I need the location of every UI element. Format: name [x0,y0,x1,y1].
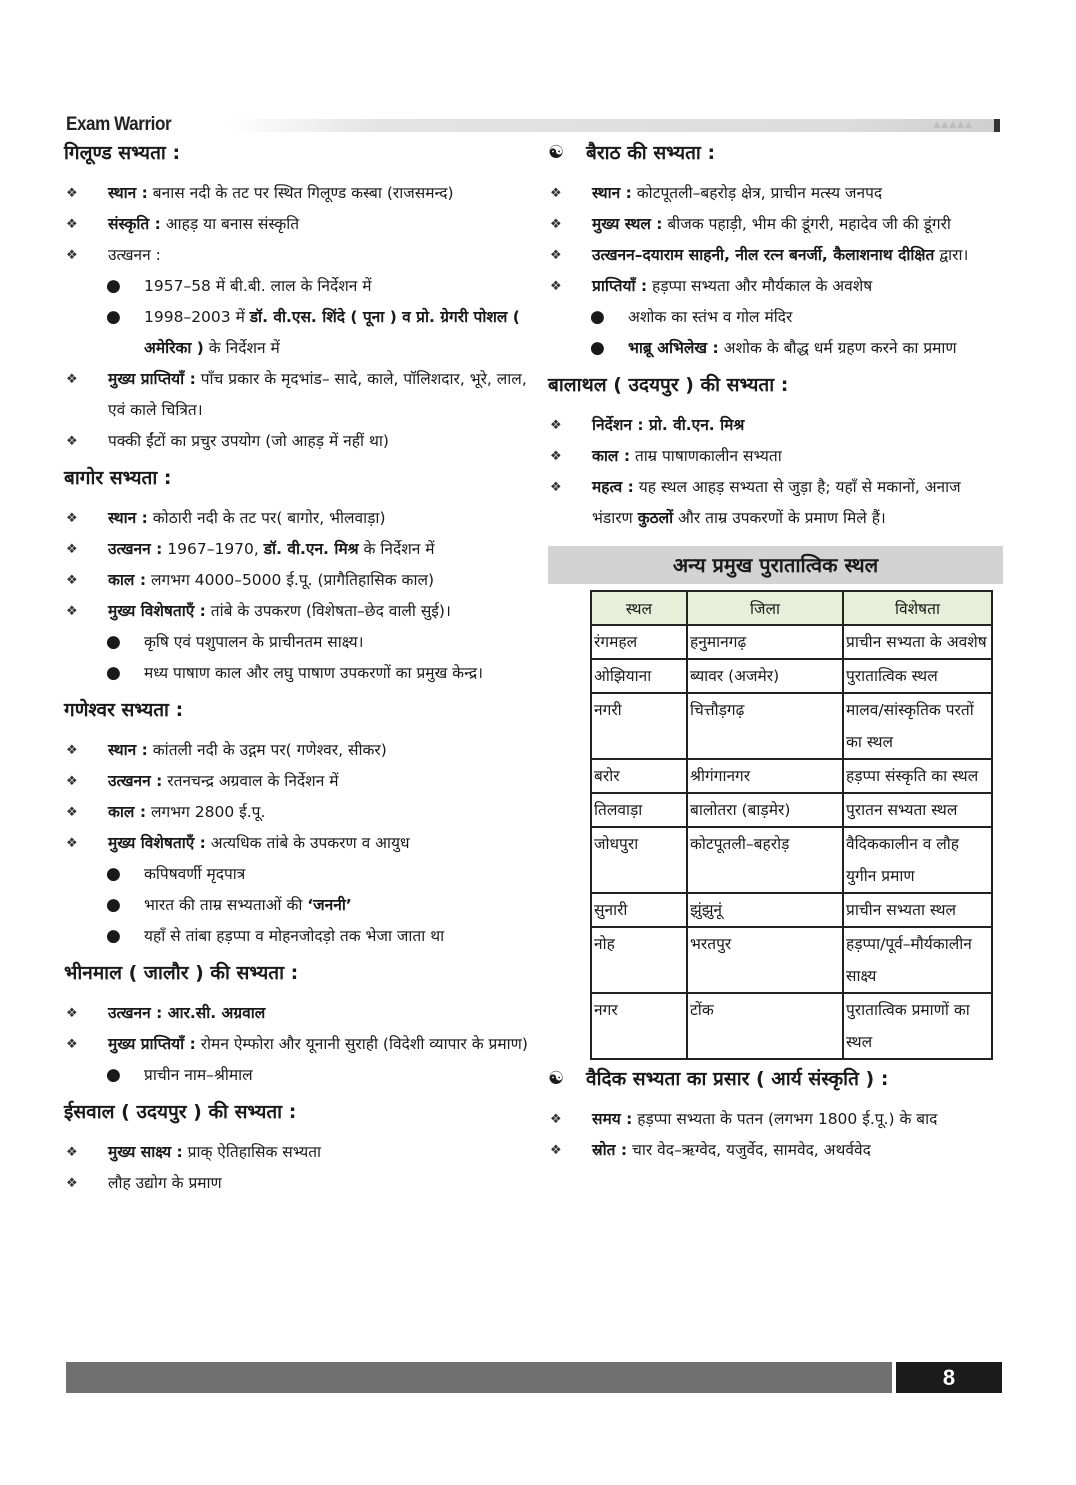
item-text [144,658,530,689]
text: अशोक के बौद्ध धर्म ग्रहण करने का प्रमाण [718,339,957,357]
text: उत्खनन : [108,246,161,264]
sub-bullet-item [548,333,1003,364]
section-heading-text: बैराठ की सभ्यता : [586,142,716,164]
bullet-item [548,271,1003,302]
bold-text: काल : [108,803,147,821]
table-row [591,993,992,1059]
table-cell: झुंझुनूं [687,893,843,927]
bullet-dot-icon: ● [106,864,121,884]
item-text [592,1104,1003,1135]
table-cell: नगर [591,993,687,1059]
table-row [591,625,992,659]
bullet-item [64,998,530,1029]
diamond-bullet-icon: ❖ [66,434,78,449]
item-text [628,333,1003,364]
table-cell: श्रीगंगानगर [687,759,843,793]
section-heading [64,463,530,493]
item-text [108,1029,530,1060]
bullet-item [548,209,1003,240]
table-cell: सुनारी [591,893,687,927]
diamond-bullet-icon: ❖ [66,217,78,232]
sub-bullet-item [64,658,530,689]
item-text [108,503,530,534]
diamond-bullet-icon: ❖ [66,805,78,820]
bold-text: स्थान : [592,184,632,202]
diamond-bullet-icon: ❖ [550,480,562,495]
bold-text: स्रोत : [592,1141,628,1159]
table-cell: भरतपुर [687,927,843,993]
item-text [144,859,530,890]
sub-bullet-item [64,890,530,921]
sub-bullet-item [548,302,1003,333]
right-bottom-sections [548,1064,1003,1172]
diamond-bullet-icon: ❖ [550,1112,562,1127]
text: कोटपूतली–बहरोड़ क्षेत्र, प्राचीन मत्स्य जनपद [631,184,883,202]
item-text [108,828,530,859]
diamond-bullet-icon: ❖ [66,186,78,201]
item-text [108,178,530,209]
bullet-dot-icon: ● [106,1065,121,1085]
table-cell: मालव/सांस्कृतिक परतों का स्थल [843,693,992,759]
section-gap [64,1199,530,1205]
bold-text: मुख्य विशेषताएँ : [108,834,206,852]
item-text [108,209,530,240]
item-text [108,1137,530,1168]
bold-text: मुख्य स्थल : [592,215,663,233]
page-number: 8 [896,1362,1002,1393]
bold-text: उत्खनन : आर.सी. अग्रवाल [108,1004,266,1022]
item-text [144,627,530,658]
table-row [591,793,992,827]
bullet-dot-icon: ● [590,307,605,327]
text: कपिषवर्णी मृदपात्र [144,865,246,883]
item-text [144,1060,530,1091]
diamond-bullet-icon: ❖ [550,279,562,294]
table-row [591,693,992,759]
diamond-bullet-icon: ❖ [66,836,78,851]
text: पक्की ईंटों का प्रचुर उपयोग (जो आहड़ में नहीं था) [108,432,389,450]
bullet-dot-icon: ● [106,632,121,652]
diamond-bullet-icon: ❖ [66,511,78,526]
bullet-item [64,1168,530,1199]
item-text [592,472,1003,534]
table-row [591,893,992,927]
table-cell: कोटपूतली–बहरोड़ [687,827,843,893]
text: आहड़ या बनास संस्कृति [160,215,300,233]
bold-text: स्थान : [108,509,148,527]
bold-text: मुख्य प्राप्तियाँ : [108,1035,196,1053]
text: ताम्र पाषाणकालीन सभ्यता [630,447,782,465]
bullet-item [548,1135,1003,1166]
bold-text: मुख्य साक्ष्य : [108,1143,183,1161]
text: 1998–2003 में [144,308,250,326]
bullet-item [548,240,1003,271]
bold-text: समय : [592,1110,633,1128]
bullet-item [64,797,530,828]
item-text [628,302,1003,333]
table-cell: प्राचीन सभ्यता स्थल [843,893,992,927]
yin-yang-icon: ☯ [548,142,565,163]
diamond-bullet-icon: ❖ [550,449,562,464]
item-text [592,209,1003,240]
text: 1967–1970, [162,540,264,558]
sub-bullet-item [64,921,530,952]
section-heading-text: बागोर सभ्यता : [64,467,172,489]
item-text [144,921,530,952]
item-text [108,998,530,1029]
item-text [592,441,1003,472]
bullet-item [64,534,530,565]
item-text [108,1168,530,1199]
item-text [592,271,1003,302]
item-text [592,178,1003,209]
bullet-dot-icon: ● [106,663,121,683]
bullet-item [64,178,530,209]
bullet-item [64,240,530,271]
bold-text: मुख्य प्राप्तियाँ : [108,370,196,388]
text: रोमन ऐम्फोरा और यूनानी सुराही (विदेशी व्यापार के प्रमाण) [195,1035,528,1053]
section-gap [548,534,1003,540]
item-text [592,410,1003,441]
table-cell: बरोर [591,759,687,793]
section-heading-text: भीनमाल ( जालौर ) की सभ्यता : [64,962,299,984]
table-header-row [591,591,992,625]
bold-text: उत्खनन–दयाराम साहनी, नील रत्न बनर्जी, कैलाशनाथ दीक्षित [592,246,935,264]
table-row [591,759,992,793]
diamond-bullet-icon: ❖ [550,418,562,433]
text: कांतली नदी के उद्गम पर( गणेश्वर, सीकर) [147,741,387,759]
bullet-item [64,766,530,797]
bullet-dot-icon: ● [106,276,121,296]
table-cell: रंगमहल [591,625,687,659]
bullet-item [64,1137,530,1168]
bullet-item [548,1104,1003,1135]
sub-bullet-item [64,1060,530,1091]
table-cell: जोधपुरा [591,827,687,893]
table-cell: पुरातात्विक स्थल [843,659,992,693]
diamond-bullet-icon: ❖ [66,1006,78,1021]
item-text [144,271,530,302]
diamond-bullet-icon: ❖ [66,542,78,557]
bold-text: उत्खनन : [108,772,163,790]
item-text [144,302,530,364]
brand-logo: Exam Warrior [66,114,172,135]
text: मध्य पाषाण काल और लघु पाषाण उपकरणों का प्रमुख केन्द्र। [144,664,483,682]
bold-text: डॉ. वी.एस. शिंदे ( पूना ) व प्रो. ग्रेगरी पोशल ( अमेरिका ) [144,308,520,357]
diamond-bullet-icon: ❖ [66,774,78,789]
item-text [108,534,530,565]
table-cell: नगरी [591,693,687,759]
section-heading [548,370,1003,400]
bold-text: स्थान : [108,184,148,202]
item-text [144,890,530,921]
diamond-bullet-icon: ❖ [550,1143,562,1158]
bold-text: काल : [108,571,147,589]
section-heading-text: बालाथल ( उदयपुर ) की सभ्यता : [548,374,789,396]
bold-text: भाब्रू अभिलेख : [628,339,719,357]
yin-yang-icon: ☯ [548,1068,565,1089]
bullet-item [548,472,1003,534]
bold-text: स्थान : [108,741,148,759]
bullet-item [64,364,530,426]
bold-text: संस्कृति : [108,215,161,233]
sites-table [590,590,993,1060]
bullet-dot-icon: ● [106,307,121,327]
column-header: स्थल [591,591,687,625]
sub-bullet-item [64,271,530,302]
text: अत्यधिक तांबे के उपकरण व आयुध [205,834,410,852]
sub-bullet-item [64,627,530,658]
diamond-bullet-icon: ❖ [66,1145,78,1160]
table-cell: हनुमानगढ़ [687,625,843,659]
table-title: अन्य प्रमुख पुरातात्विक स्थल [548,546,1003,584]
bullet-dot-icon: ● [106,926,121,946]
diamond-bullet-icon: ❖ [66,1037,78,1052]
text: यह स्थल आहड़ सभ्यता से जुड़ा है; यहाँ से मकानों, अनाज भंडारण [592,478,961,527]
diamond-bullet-icon: ❖ [550,248,562,263]
bold-text: ‘जननी’ [307,896,352,914]
bullet-item [64,209,530,240]
diamond-bullet-icon: ❖ [66,743,78,758]
text: प्राचीन नाम–श्रीमाल [144,1066,253,1084]
table-cell: तिलवाड़ा [591,793,687,827]
item-text [108,797,530,828]
table-cell: ब्यावर (अजमेर) [687,659,843,693]
bullet-item [64,596,530,627]
bullet-dot-icon: ● [106,895,121,915]
item-text [108,426,530,457]
section-heading-text: गिलूण्ड सभ्यता : [64,142,181,164]
text: बनास नदी के तट पर स्थित गिलूण्ड कस्बा (राजसमन्द) [147,184,454,202]
item-text [108,240,530,271]
item-text [108,735,530,766]
section-heading-text: गणेश्वर सभ्यता : [64,699,184,721]
text: भारत की ताम्र सभ्यताओं की [144,896,308,914]
table-cell: नोह [591,927,687,993]
bullet-item [64,426,530,457]
text: लौह उद्योग के प्रमाण [108,1174,222,1192]
text: प्राक् ऐतिहासिक सभ्यता [182,1143,322,1161]
bold-text: काल : [592,447,631,465]
item-text [108,565,530,596]
table-row [591,927,992,993]
table-cell: बालोतरा (बाड़मेर) [687,793,843,827]
bold-text: मुख्य विशेषताएँ : [108,602,206,620]
table-cell: चित्तौड़गढ़ [687,693,843,759]
right-column [548,138,1003,1172]
item-text [108,596,530,627]
item-text [592,240,1003,271]
bullet-item [548,178,1003,209]
item-text [592,1135,1003,1166]
bullet-item [64,503,530,534]
text: अशोक का स्तंभ व गोल मंदिर [628,308,793,326]
bullet-dot-icon: ● [590,338,605,358]
bullet-item [548,410,1003,441]
bullet-item [548,441,1003,472]
diamond-bullet-icon: ❖ [66,248,78,263]
footer-bar [66,1362,892,1393]
bullet-item [64,828,530,859]
diamond-bullet-icon: ❖ [66,372,78,387]
table-cell: पुरातात्विक प्रमाणों का स्थल [843,993,992,1059]
section-heading [64,958,530,988]
table-cell: टोंक [687,993,843,1059]
sub-bullet-item [64,302,530,364]
text: 1957–58 में बी.बी. लाल के निर्देशन में [144,277,372,295]
section-gap [548,1166,1003,1172]
table-row [591,659,992,693]
text: द्वारा। [934,246,969,264]
triangle-decor-icon: ▲▲▲▲▲ [933,120,973,130]
table-cell: ओझियाना [591,659,687,693]
header-bar [225,119,995,132]
bold-text: निर्देशन : प्रो. वी.एन. मिश्र [592,416,745,434]
text: यहाँ से तांबा हड़प्पा व मोहनजोदड़ो तक भेजा जाता था [144,927,445,945]
text: कृषि एवं पशुपालन के प्राचीनतम साक्ष्य। [144,633,364,651]
item-text [108,766,530,797]
text: रतनचन्द्र अग्रवाल के निर्देशन में [162,772,339,790]
section-heading [548,138,1003,168]
section-heading [64,695,530,725]
bullet-item [64,565,530,596]
bold-text: कुठलों [637,509,674,527]
table-cell: पुरातन सभ्यता स्थल [843,793,992,827]
text: लगभग 2800 ई.पू. [146,803,266,821]
text: और ताम्र उपकरणों के प्रमाण मिले हैं। [673,509,886,527]
text: लगभग 4000–5000 ई.पू. (प्रागैतिहासिक काल) [146,571,435,589]
diamond-bullet-icon: ❖ [550,217,562,232]
right-top-sections [548,138,1003,540]
bold-text: उत्खनन : [108,540,163,558]
table-cell: हड़प्पा संस्कृति का स्थल [843,759,992,793]
column-header: जिला [687,591,843,625]
table-cell: प्राचीन सभ्यता के अवशेष [843,625,992,659]
bullet-item [64,735,530,766]
section-heading [548,1064,1003,1094]
section-heading [64,1097,530,1127]
section-heading-text: ईसवाल ( उदयपुर ) की सभ्यता : [64,1101,297,1123]
sub-bullet-item [64,859,530,890]
header-bar-cap [994,119,1000,132]
text: चार वेद–ऋग्वेद, यजुर्वेद, सामवेद, अथर्ववेद [627,1141,871,1159]
text: कोठारी नदी के तट पर( बागोर, भीलवाड़ा) [147,509,386,527]
text: पाँच प्रकार के मृदभांड– सादे, काले, पॉलिशदार, भूरे, लाल, एवं काले चित्रित। [108,370,527,419]
diamond-bullet-icon: ❖ [66,573,78,588]
bold-text: डॉ. वी.एन. मिश्र [263,540,359,558]
item-text [108,364,530,426]
diamond-bullet-icon: ❖ [66,604,78,619]
bold-text: महत्व : [592,478,634,496]
bold-text: प्राप्तियाँ : [592,277,648,295]
text: के निर्देशन में [203,339,280,357]
column-header: विशेषता [843,591,992,625]
text: हड़प्पा सभ्यता के पतन (लगभग 1800 ई.पू.) के बाद [632,1110,938,1128]
text: बीजक पहाड़ी, भीम की डूंगरी, महादेव जी की डूंगरी [662,215,951,233]
diamond-bullet-icon: ❖ [550,186,562,201]
bullet-item [64,1029,530,1060]
section-heading-text: वैदिक सभ्यता का प्रसार ( आर्य संस्कृति ) : [586,1068,889,1090]
left-column [64,138,530,1205]
text: हड़प्पा सभ्यता और मौर्यकाल के अवशेष [647,277,873,295]
table-cell: हड़प्पा/पूर्व–मौर्यकालीन साक्ष्य [843,927,992,993]
table-cell: वैदिककालीन व लौह युगीन प्रमाण [843,827,992,893]
section-heading [64,138,530,168]
text: तांबे के उपकरण (विशेषता–छेद वाली सुई)। [205,602,451,620]
text: के निर्देशन में [358,540,435,558]
diamond-bullet-icon: ❖ [66,1176,78,1191]
table-row [591,827,992,893]
